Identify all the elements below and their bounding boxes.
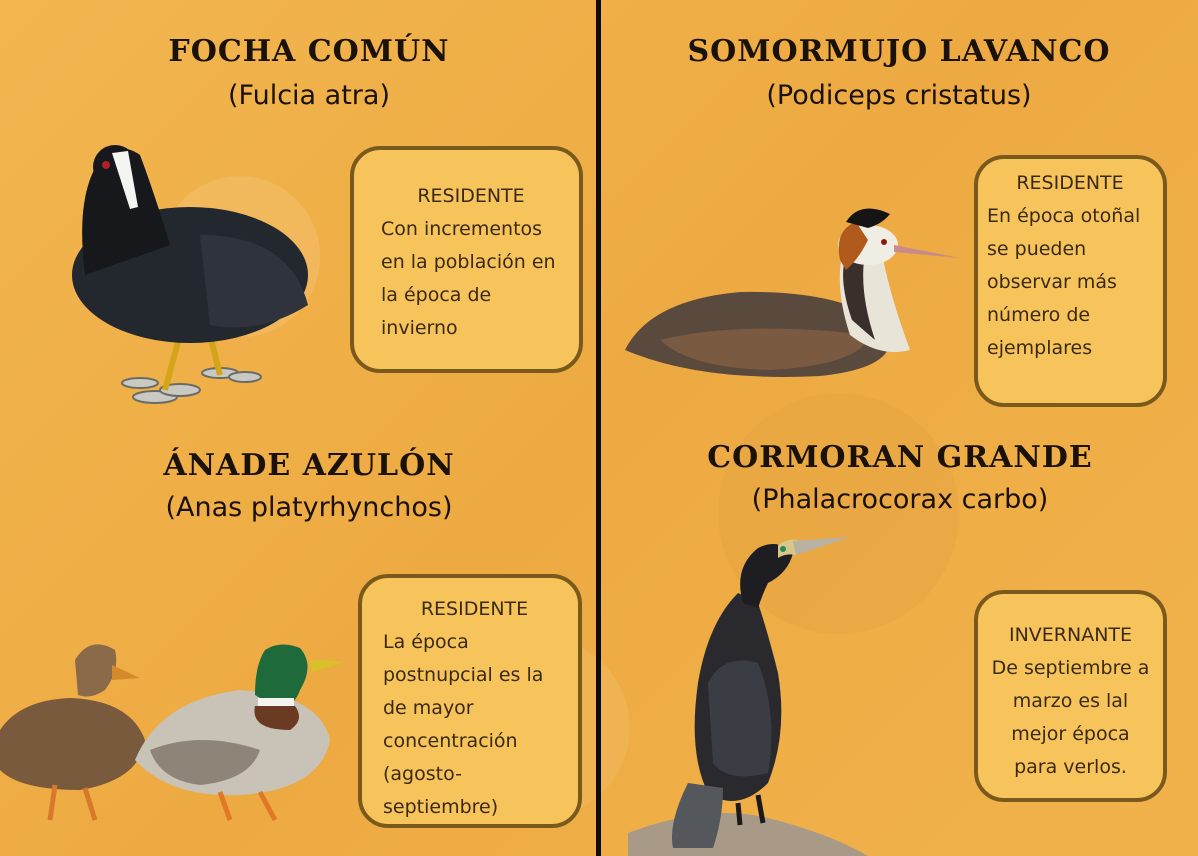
- status-label: RESIDENTE: [417, 185, 525, 207]
- panel-scientific-focha: (Fulcia atra): [228, 80, 390, 111]
- panel-title-somormujo: SOMORMUJO LAVANCO: [687, 34, 1111, 69]
- panel-scientific-somormujo: (Podiceps cristatus): [766, 80, 1032, 111]
- status-label: INVERNANTE: [1008, 624, 1133, 646]
- panel-scientific-cormoran: (Phalacrocorax carbo): [751, 484, 1049, 515]
- coot-illustration: [60, 135, 320, 415]
- cormorant-illustration: [628, 533, 868, 856]
- mallard-illustration: [0, 620, 350, 830]
- status-label: RESIDENTE: [420, 598, 529, 620]
- description-text: Con incrementos en la población en la época de invierno: [381, 218, 556, 339]
- description-text: En época otoñal se pueden observar más número de ejemplares: [987, 205, 1141, 359]
- status-label: RESIDENTE: [1016, 172, 1124, 194]
- center-divider: [596, 0, 601, 856]
- panel-scientific-anade: (Anas platyrhynchos): [165, 492, 453, 523]
- info-card-anade: [358, 574, 582, 828]
- grebe-illustration: [620, 200, 965, 385]
- panel-title-cormoran: CORMORAN GRANDE: [707, 440, 1093, 475]
- info-card-somormujo: [974, 155, 1167, 407]
- description-text: De septiembre a marzo es lal mejor época para verlos.: [991, 657, 1150, 778]
- info-card-focha: [350, 146, 583, 373]
- description-text: La época postnupcial es la de mayor concentración (agosto-septiembre): [383, 631, 544, 818]
- info-card-cormoran: [974, 590, 1167, 802]
- panel-title-focha: FOCHA COMÚN: [168, 34, 450, 69]
- panel-title-anade: ÁNADE AZULÓN: [163, 448, 455, 483]
